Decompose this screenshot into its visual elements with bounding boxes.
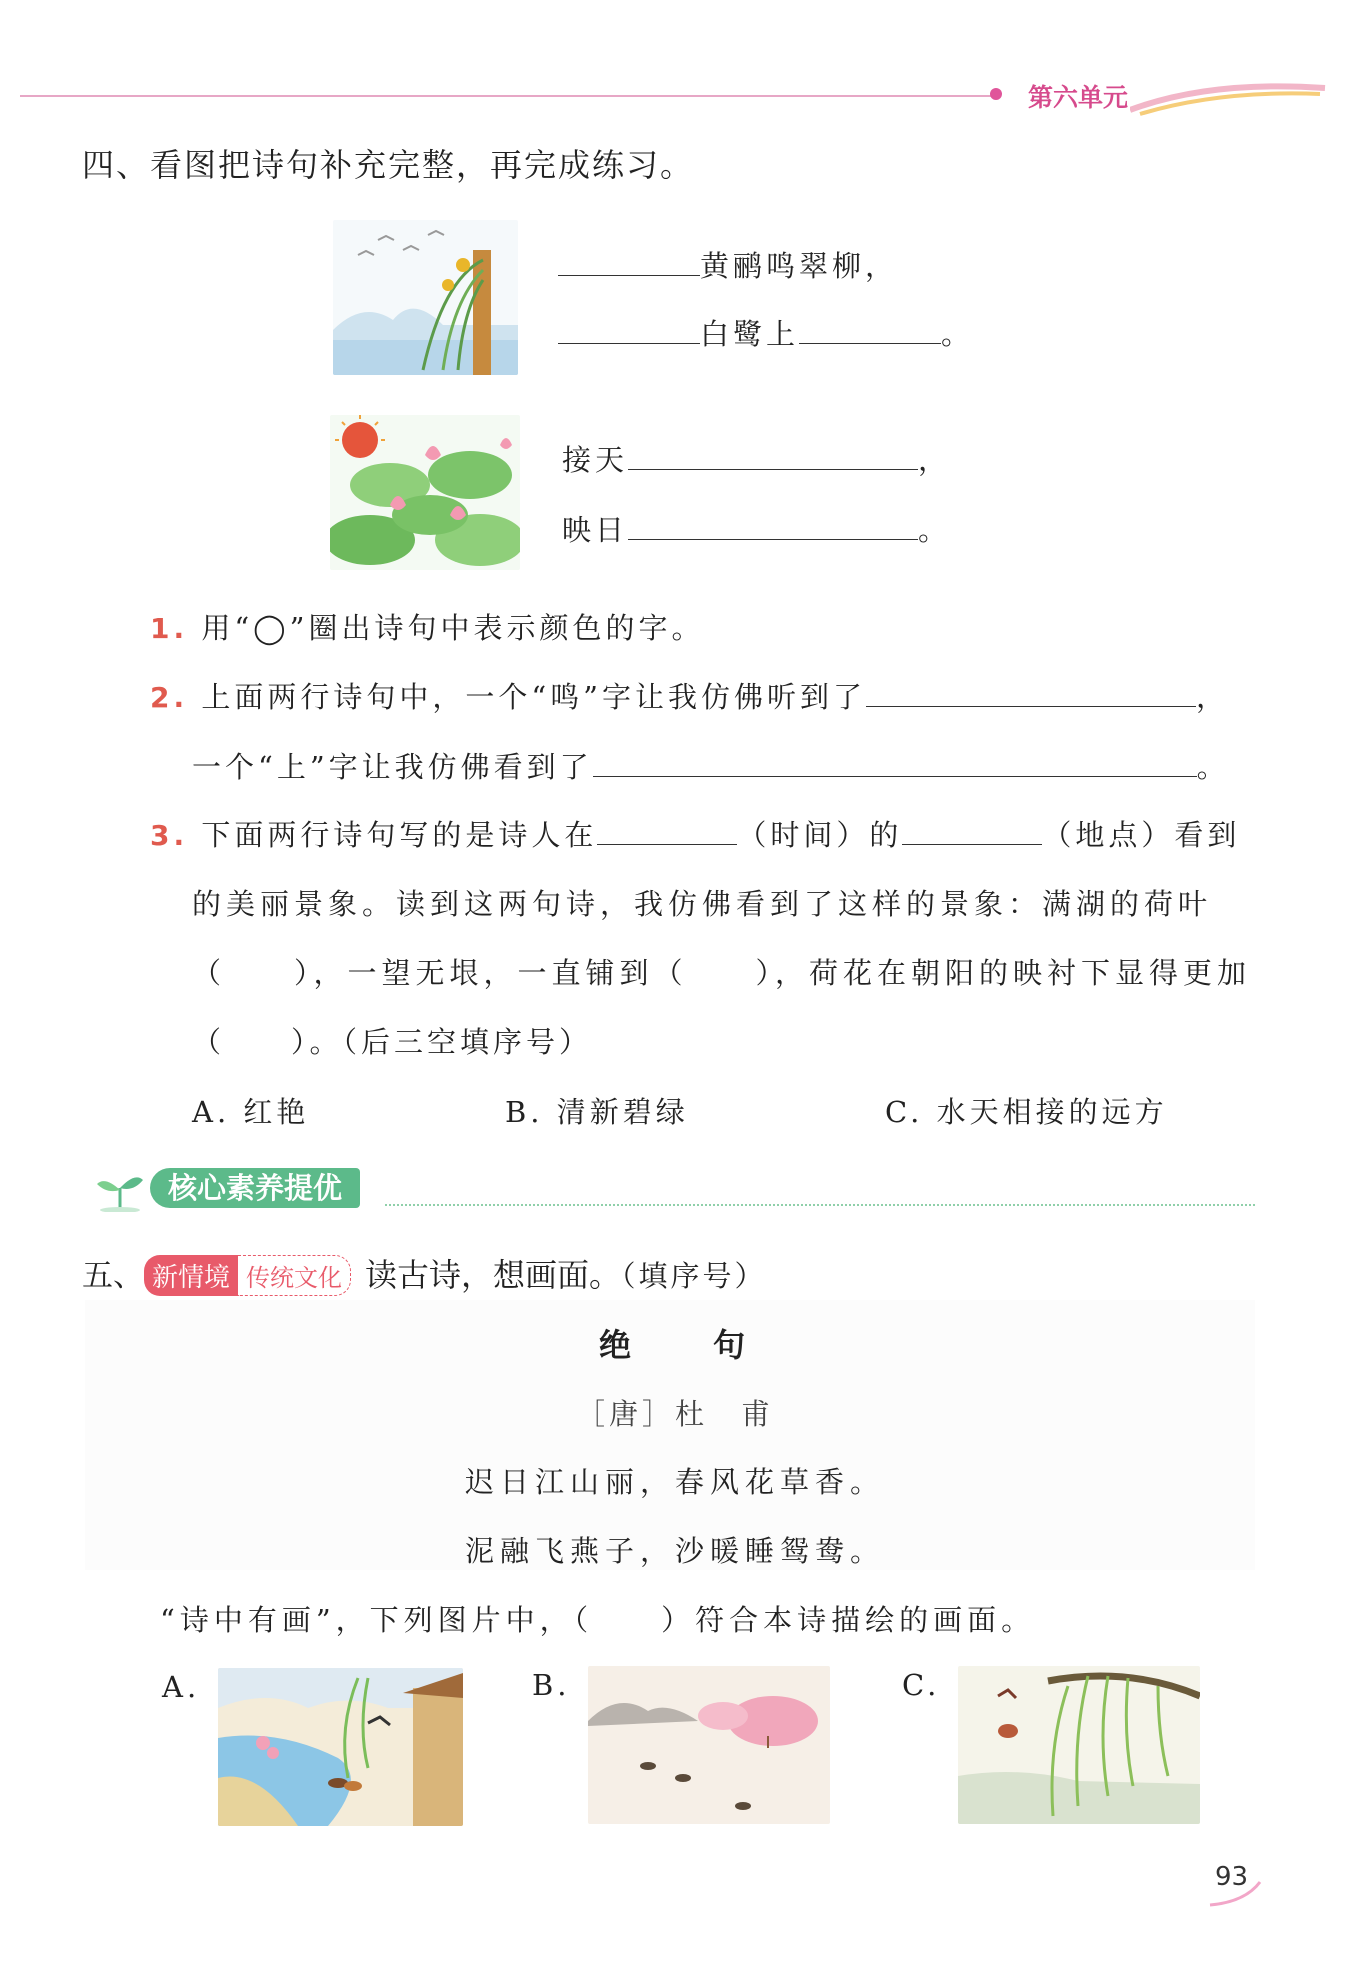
blank[interactable] <box>628 439 918 470</box>
blank[interactable] <box>597 814 737 845</box>
poem1-text2: 白鹭上 <box>700 317 800 351</box>
section5-prefix: 五、 <box>82 1258 144 1294</box>
poem2-line2 <box>562 508 951 549</box>
poem2-end2: 。 <box>918 513 952 547</box>
tag-new-context: 新情境 <box>144 1255 238 1296</box>
section4-title: 四、看图把诗句补充完整，再完成练习。 <box>82 146 695 184</box>
tag-traditional-culture: 传统文化 <box>238 1255 351 1296</box>
page-number: 93 <box>1215 1862 1249 1892</box>
blank[interactable] <box>558 245 700 276</box>
page-number-swoosh <box>1205 1880 1265 1910</box>
q3-text-a: 下面两行诗句写的是诗人在 <box>201 818 598 852</box>
option-a: A. 红艳 <box>192 1095 310 1129</box>
q2-text2: 一个“上”字让我仿佛看到了 <box>192 750 593 784</box>
choice-c-label: C. <box>902 1668 941 1702</box>
question-3-line4: （ ）。（后三空填序号） <box>192 1025 593 1059</box>
q2-text1: 上面两行诗句中，一个“鸣”字让我仿佛听到了 <box>201 680 866 714</box>
poem2-line1 <box>562 438 951 479</box>
section5-title-note: （填序号） <box>621 1259 767 1293</box>
q1-number: 1. <box>150 612 189 645</box>
option-b: B. 清新碧绿 <box>505 1095 689 1129</box>
header-swoosh <box>1130 80 1330 120</box>
poem1-text1: 黄鹂鸣翠柳， <box>700 249 899 283</box>
poem1-line1 <box>558 244 898 285</box>
q1-text: 用“◯”圈出诗句中表示颜色的字。 <box>201 611 705 645</box>
question-3-line3: （ ），一望无垠，一直铺到（ ），荷花在朝阳的映衬下显得更加 <box>192 956 1252 990</box>
poem-title: 绝 句 <box>598 1326 751 1364</box>
orioles-willow-illustration <box>333 220 518 375</box>
question-3-line1 <box>150 813 1240 854</box>
poem1-line2 <box>558 312 974 353</box>
q2-end2: 。 <box>1196 750 1230 784</box>
q3-text-c: （地点）看到 <box>1042 818 1241 852</box>
sprout-icon <box>95 1168 145 1212</box>
choice-c-image[interactable] <box>958 1666 1200 1824</box>
blank[interactable] <box>593 746 1197 777</box>
poem-author: ［唐］杜 甫 <box>575 1397 774 1431</box>
poem1-end: 。 <box>941 317 975 351</box>
question-3-line2: 的美丽景象。读到这两句诗，我仿佛看到了这样的景象：满湖的荷叶 <box>192 887 1213 921</box>
choice-b-image[interactable] <box>588 1666 830 1824</box>
question-2-line1 <box>150 675 1229 716</box>
banner-dotted-rule <box>385 1204 1255 1206</box>
section5-heading <box>82 1250 767 1296</box>
choice-a-label: A. <box>162 1670 201 1704</box>
poem-verse-1: 迟日江山丽，春风花草香。 <box>464 1465 885 1499</box>
header-rule <box>20 95 1000 97</box>
blank[interactable] <box>866 676 1196 707</box>
question-2-line2 <box>192 745 1230 786</box>
question-1 <box>150 606 704 647</box>
blank[interactable] <box>902 814 1042 845</box>
lotus-sun-illustration <box>330 415 520 570</box>
poem2-text2: 映日 <box>562 513 629 547</box>
section5-question: “诗中有画”，下列图片中，（ ）符合本诗描绘的画面。 <box>160 1603 1036 1637</box>
header-dot <box>990 88 1002 100</box>
poem2-end1: ， <box>918 443 952 477</box>
q3-number: 3. <box>150 819 189 852</box>
blank[interactable] <box>628 509 918 540</box>
banner-label: 核心素养提优 <box>150 1168 360 1208</box>
poem-verse-2: 泥融飞燕子，沙暖睡鸳鸯。 <box>464 1534 885 1568</box>
blank[interactable] <box>558 313 700 344</box>
q2-end1: ， <box>1196 680 1230 714</box>
poem2-text1: 接天 <box>562 443 629 477</box>
section5-title: 读古诗，想画面。 <box>365 1256 622 1294</box>
blank[interactable] <box>799 313 941 344</box>
choice-b-label: B. <box>532 1668 571 1702</box>
unit-label: 第六单元 <box>1028 83 1129 112</box>
q2-number: 2. <box>150 681 189 714</box>
choice-a-image[interactable] <box>218 1668 463 1826</box>
option-c: C. 水天相接的远方 <box>885 1095 1168 1129</box>
q3-text-b: （时间）的 <box>737 818 903 852</box>
